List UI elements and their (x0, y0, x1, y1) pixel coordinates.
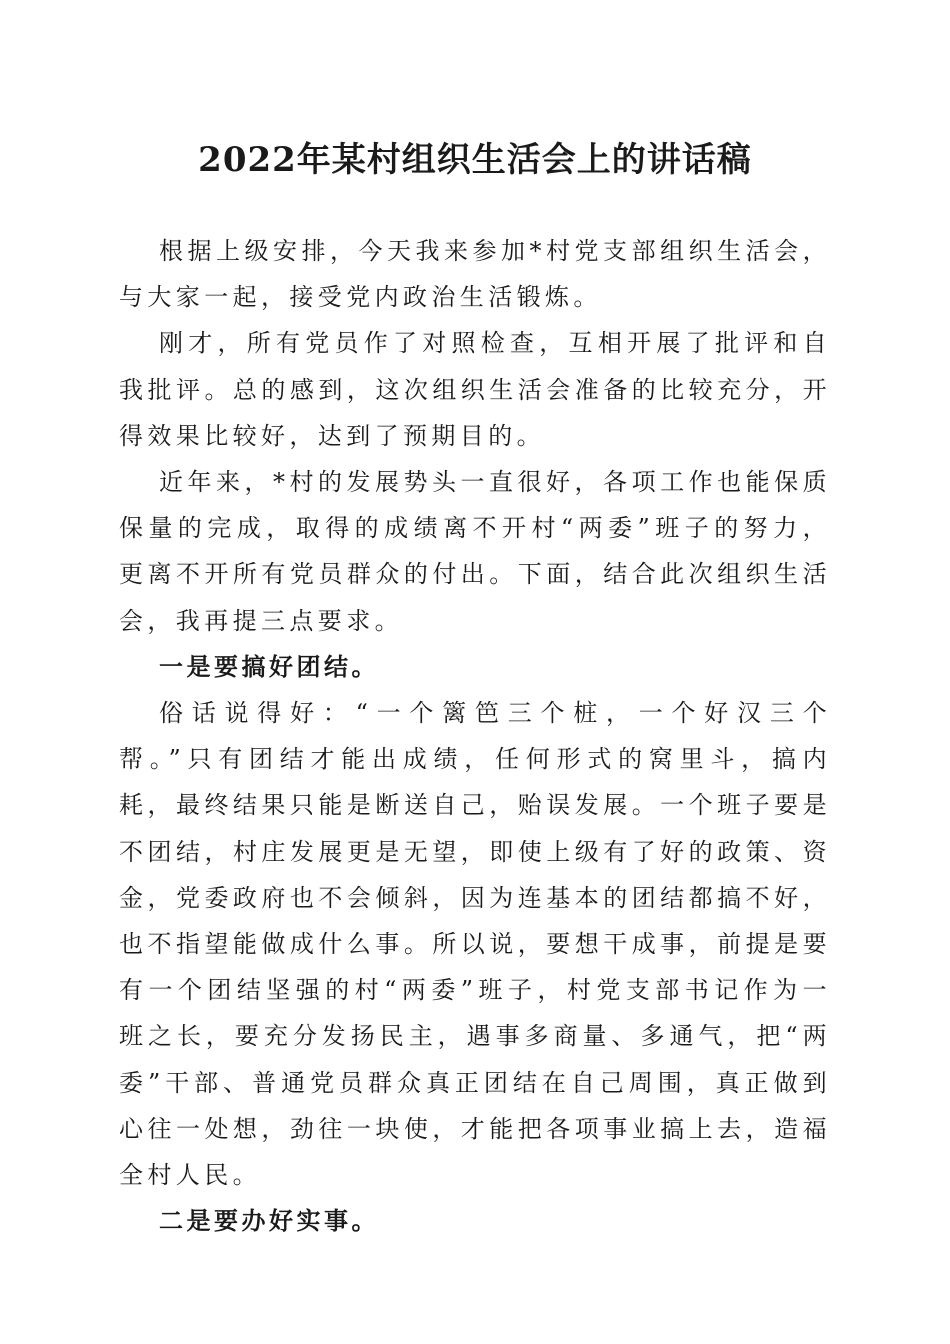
document-body (119, 228, 831, 1244)
section-heading-practical-work: 二是要办好实事。 (159, 1206, 379, 1236)
paragraph-intro: 根据上级安排，今天我来参加*村党支部组织生活会，与大家一起，接受党内政治生活锻炼。 (119, 237, 831, 312)
section-heading-unity: 一是要搞好团结。 (159, 651, 379, 681)
paragraph-review: 刚才，所有党员作了对照检查，互相开展了批评和自我批评。总的感到，这次组织生活会准备的比较充分，开得效果比较好，达到了预期目的。 (119, 329, 831, 450)
document-title: 2022年某村组织生活会上的讲话稿 (198, 140, 752, 180)
paragraph-unity: 俗话说得好：“一个篱笆三个桩，一个好汉三个帮。”只有团结才能出成绩，任何形式的窝里斗，搞内耗，最终结果只能是断送自己，贻误发展。一个班子要是不团结，村庄发展更是无望，即使上级有了好的政策、资金，党委政府也不会倾斜，因为连基本的团结都搞不好，也不指望能做成什么事。所以说，要想干成事，前提是要有一个团结坚强的村“两委”班子，村党支部书记作为一班之长，要充分发扬民主，遇事多商量、多通气，把“两委”干部、普通党员群众真正团结在自己周围，真正做到心往一处想，劲往一块使，才能把各项事业搞上去，造福全村人民。 (119, 699, 831, 1190)
paragraph-requirements: 近年来，*村的发展势头一直很好，各项工作也能保质保量的完成，取得的成绩离不开村“两委”班子的努力，更离不开所有党员群众的付出。下面，结合此次组织生活会，我再提三点要求。 (119, 468, 831, 635)
